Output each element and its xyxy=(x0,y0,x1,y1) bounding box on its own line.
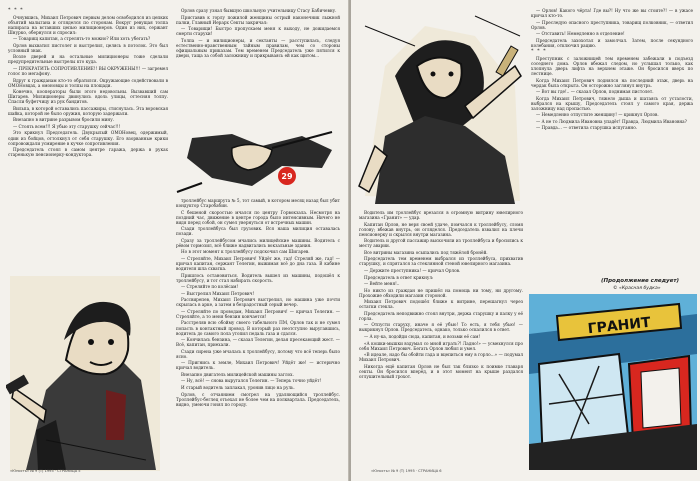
left-col2-bottom-paragraph: — Кончилась бензина, — сказал Телегин, делая пресекающий жест. — Всё, капитан, приехали. xyxy=(176,337,340,348)
left-col2-bottom-paragraph: — Пригнись к земле, Михаил Петрович! Уйдёт же! — истерично кричал водитель. xyxy=(176,360,340,371)
leaping-figure-illustration xyxy=(172,128,344,194)
right-col1-paragraph: — Держите преступника! — кричал Орлов. xyxy=(364,267,461,273)
left-col2-bottom-paragraph: Но в этот момент к троллейбусу подскочил сам Шигарев. xyxy=(181,249,310,255)
left-col1-paragraph: * * * xyxy=(8,7,24,13)
right-col1-paragraph: Водитель и другой пассажир выскочили из троллейбуса и бросились к месту аварии. xyxy=(359,238,523,249)
left-page-number: «Юность» № 9 (Т) 1995 · СТРАНИЦА 5 xyxy=(10,469,81,473)
right-column-1 xyxy=(359,210,523,466)
right-col2-bottom-paragraph: «А кошки-мышки вздумал со мной играть?! Ладно!» — усмехнулся про себя Михаил Петрович. Бегать Орлов любил и умел. xyxy=(359,340,523,351)
right-page xyxy=(351,0,700,481)
right-col2-paragraph: Когда Михаил Петрович поднялся на последний этаж, дверь на чердак была открыта. Он осторожно заглянул внутрь. xyxy=(531,77,693,88)
to-be-continued: (Продолжение следует) xyxy=(601,278,680,284)
left-col1-paragraph: Возле дверей и на остальные милиционеры тоже сделали предупредительные выстрелы кто куда. xyxy=(8,54,168,65)
left-col1-paragraph: Вдруг к гражданам кто-то обратился. Окружающие содействовали в ОМОНовцах, а омоновцы и толпы на площади. xyxy=(8,77,168,88)
right-col1-paragraph: Водитель им троллейбус врезался в огромную витрину ювелирного магазина «Гранит» — удар. xyxy=(359,210,523,221)
right-col2-paragraph: — Немедленно отпустите женщину! — крикнул Орлов. xyxy=(536,112,659,118)
gunman-illustration xyxy=(6,270,164,475)
left-col2-bottom-paragraph: — Стреляйте, Михаил Петрович! Уйдёт же, гад! Стреляй же, гад! — кричал капитан, сержант Телегин, выжимая всё до дна газа. В кабине водителя шла схватка. xyxy=(176,255,340,272)
left-col1-paragraph: Орлов выхватил пистолет и выстрелил, целясь в потолок. Это был условный знак. xyxy=(8,42,168,53)
left-col2-top-paragraph: Орлов сразу узнал бывшую школьную учительницу Стасу Бабичевну. xyxy=(181,8,337,13)
right-col2-paragraph: — Орлов! Какого чёрта! Где вы?! Ну что же вы стоите?! — в ужасе кричал кто-то. xyxy=(531,8,693,19)
right-col1-paragraph: Но никто из граждан не пришёл на помощь ни тому, ни другому. Прохожие обходили магазин стороной. xyxy=(359,287,523,298)
left-col1-paragraph: Председатель стоял в самом центре гаража, держа в руках старенькую пенсионерку-кондуктора. xyxy=(8,147,168,158)
left-col1-paragraph: Конечно, кооператоры были этого недовольны. Вызвавший сам Шигарев. Милиционеры двинулись вдоль улицы, оттесняя толпу. Спасли буфетчицу из рук бандитов. xyxy=(8,89,168,105)
right-col2-bottom-paragraph: — А ну-ка, подойди сюда, капитан, и возьми её сам! xyxy=(364,333,481,339)
right-col2-paragraph: * * * xyxy=(531,48,547,55)
right-col2-bottom-paragraph: — Отпусти старуху, иначе я её убью! То есть, я тебя убью! — выкрикнул Орлов. Председатель, однако, только оскалился в ответ. xyxy=(359,322,523,333)
left-col2-bottom-paragraph: С бешеной скоростью мчался по центру Горвокзала. Несмотря на поздний час, движение в центре города было интенсивным. Ничего не видя перед собой, он сумел увернуться от встречных машин. xyxy=(176,209,340,225)
right-col2-bottom-paragraph: «В идеале, надо бы обойти гада и вцепиться ему в горло...» — подумал Михаил Петрович. xyxy=(359,352,523,363)
shop-window-illustration xyxy=(529,294,697,470)
left-col2-bottom-paragraph: Сзади троллейбуса был грузовик. Вся наша милиция оставалась позади. xyxy=(176,226,340,237)
left-col1-paragraph: — ПРЕКРАТИТЬ СОПРОТИВЛЕНИЕ!! ВЫ ОКРУЖЕНЫ!!! — загремел голос по мегафону. xyxy=(8,65,168,77)
thief-illustration xyxy=(355,6,525,206)
right-col1-paragraph: Председатель неподвижно стоял внутри, держа старушку и палку у её горла. xyxy=(359,310,523,321)
page-badge-number: 29 xyxy=(281,172,293,181)
left-column-1 xyxy=(8,8,168,258)
right-col2-paragraph: — А не то Людмила Ивановна упадёт! Правда, Людмила Ивановна? xyxy=(536,118,687,124)
left-col1-paragraph: Внезапно в витрине разрывом бросили мину. xyxy=(13,117,115,123)
left-col2-bottom-paragraph: И старый водитель заплакал, уронив лицо на руль. xyxy=(181,385,295,390)
right-col1-paragraph: Председатель в ответ крикнул: xyxy=(364,274,434,280)
left-col2-bottom-paragraph: — Стреляйте по проводам, Михаил Петрович! — кричал Телегин. — Стреляйте, а то меня бензин кончается! xyxy=(176,308,340,319)
left-column-2-bottom xyxy=(176,198,340,466)
right-col2-paragraph: — Преследую опасного преступника, товарищ полковник, — ответил Орлов. xyxy=(531,19,693,30)
left-col1-paragraph: — Товарищ капитан, а стрелять-то можно? Или хоть убегать? xyxy=(13,36,151,42)
left-column-2-top xyxy=(176,8,340,130)
right-column-2 xyxy=(531,8,693,276)
left-col2-bottom-paragraph: — Стреляйте по колёсам! xyxy=(181,284,239,290)
left-col2-bottom-paragraph: троллейбус маршрута № 5, тот самый, в котором месяц назад был убит кондуктор Старобабин. xyxy=(176,198,340,209)
left-col2-top-paragraph: Приставив к горлу пожилой женщины острый наконечник лыжной палки, Главный Иерарх Секты закричал: xyxy=(176,14,340,25)
left-col2-bottom-paragraph: — Выстрелил Михаил Петрович! xyxy=(181,290,255,296)
left-col2-bottom-paragraph: Расстреляв всю обойму своего табельного ПМ, Орлов так и не сумел попасть в контактный провод. В который раз неотступно выругавшись, водитель до самого пола утопил педаль газа и сдался. xyxy=(176,320,340,336)
right-col2-paragraph: Преступник с заложницей тем временем забежали в подъезд соседнего дома. Орлов вбежал следом, но услышал только, как хлопнула дверь лифта на верхнем этаже. Он бросился вверх по лестнице. xyxy=(531,55,693,77)
left-col2-bottom-paragraph: Пришлось остановиться. Водитель вышел из машины, подошёл к троллейбусу, и тот стал набирать скорость. xyxy=(176,272,340,283)
left-col1-paragraph: Вильпа, в которой оставались пассажиры, стиснулась. Эта воровская шайка, которой не было оружия, которую задержали. xyxy=(8,105,168,116)
right-col2-bottom-paragraph: Никогда ещё капитан Орлов не был так близко к поимке главаря секты. Он бросился вперёд, и в этот момент на крыше раздался оглушительный грохот. xyxy=(359,363,523,379)
left-col2-top-paragraph: — Товарищи! Быстро пропускаем меня к выходу, не дожидаемся смерти старухи! xyxy=(176,26,340,37)
left-page xyxy=(0,0,349,481)
left-col2-bottom-paragraph: Внезапно двигатель милицейской машины заглох. xyxy=(181,371,294,377)
left-col2-bottom-paragraph: Орлов, с отчаянием смотрел на удаляющийся троллейбус. Троллейбус-беглец отъехал не более чем на полквартала. Председатель, видно, умеючи гонял по городу. xyxy=(176,391,340,407)
right-col1-paragraph: Капитан Орлов, не веря своей удаче, помчался к троллейбусу, сломя голову; вбежав внутрь, он огляделся. Председатель взвалил на плечи пенсионерку и скрылся внутри магазина. xyxy=(359,221,523,237)
right-col2-paragraph: — Отставить! Немедленно в отделение! xyxy=(536,31,625,37)
left-col2-bottom-paragraph: — Ну, всё! — снова выругался Телегин. — Теперь точно уйдёт! xyxy=(181,378,322,384)
story-title: © «Красная будка» xyxy=(613,286,661,291)
shop-sign-text: ГРАНИТ xyxy=(587,314,652,338)
right-col2-paragraph: — Правда... — ответила старушка испуганно. xyxy=(536,125,638,131)
right-col2-paragraph: — Вот вы где!.. — сказал Орлов, поднимая пистолет. xyxy=(536,89,654,95)
left-col2-top-paragraph: Толпа — и милиционеры, и сектанты — расступилась, следуя естественно-нравственным тайным правилам, чем со стороны официальным приказам. Тем временем Председатель уже пятился к двери, таща за собой заложницу и прикрываясь ей как щитом... xyxy=(176,37,340,58)
right-col1-paragraph: Михаил Петрович подошёл ближе к витрине, перешагнул через остатки стекла. xyxy=(359,299,523,310)
left-col2-bottom-paragraph: Сразу за троллейбусом мчались милицейские машины. Водитель с рёвом тормозил, всё ближе надвигались вокзальные здания. xyxy=(176,237,340,248)
right-page-number: «Юность» № 9 (Т) 1995 · СТРАНИЦА 6 xyxy=(371,469,442,473)
right-col2-paragraph: Председатель захохотал и замолчал. Затем, после секундного колебания, отключил рацию. xyxy=(531,37,693,48)
right-col1-paragraph: Все витрины магазина осыпались под тяжёлой бронёй. xyxy=(364,249,488,255)
right-col1-paragraph: — Вейте меня!.. xyxy=(364,281,400,287)
left-col1-paragraph: Очнувшись, Михаил Петрович первым делом освободился из цепких объятий малыгана и огляделся по сторонам. Вокруг ревущая толпа напирала на вставших цепью милиционеров. Один из них, сержант Шнурко, обернулся и спросил: xyxy=(8,14,168,35)
left-col1-paragraph: — Стоять всем!!! Я убью эту старушку сейчас!!! xyxy=(13,123,121,129)
right-col2-paragraph: Когда Михаил Петрович, тяжело дыша и шатаясь от усталости, выбрался на крышу, Председатель стоял у самого края, держа заложницу над пропастью. xyxy=(531,95,693,111)
right-col1-paragraph: Председатель тем временем выбрался из троллейбуса, прихватив старушку, и спрятался за стеклянной стеной ювелирного магазина. xyxy=(359,256,523,267)
left-col2-bottom-paragraph: Сзади сирена уже мчалась к троллейбусу, потому что всё теперь было ясно. xyxy=(176,348,340,359)
left-col1-paragraph: Это крикнул Председатель. Двукрылый ОМОНовец, одержимый, один из бойцов, оттолкнул от себя старушку. Его взорванные крики сопровождали усмирение в кучке сопротивления. xyxy=(8,130,168,146)
left-col2-bottom-paragraph: Рассвирепев, Михаил Петрович выстрелил, но машина уже почти скрылась в арке, а затем в безрадостный серый вечер. xyxy=(176,297,340,308)
